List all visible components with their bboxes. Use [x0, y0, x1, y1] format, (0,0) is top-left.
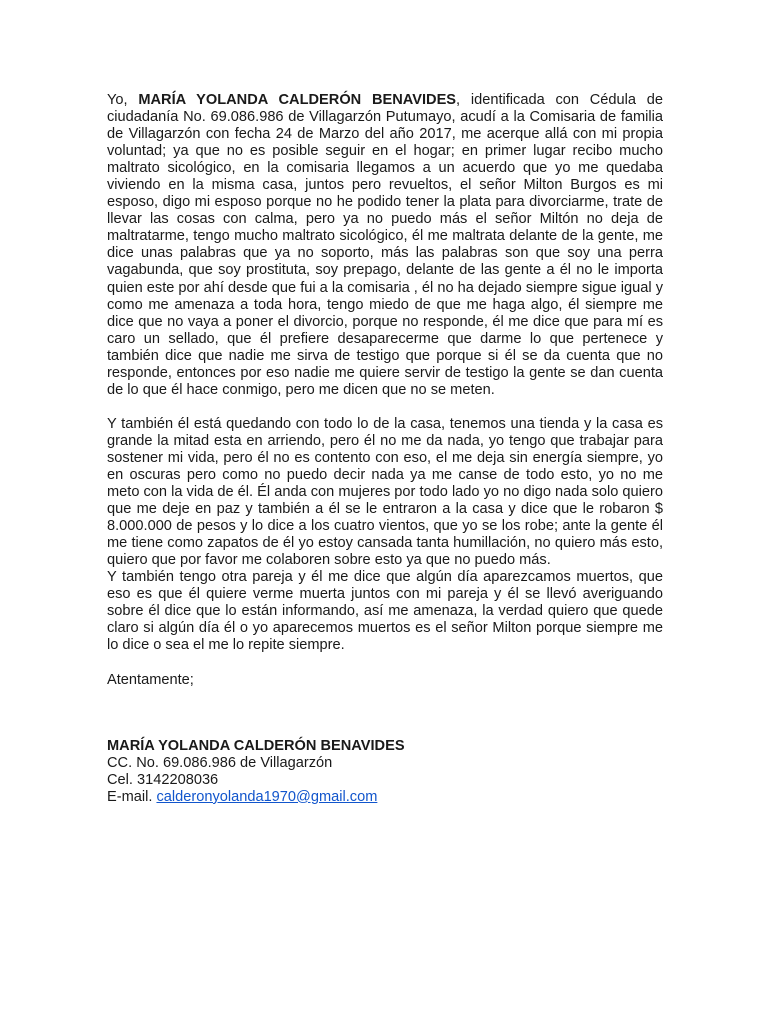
- paragraph-3: Y también tengo otra pareja y él me dice que algún día aparezcamos muertos, que eso es que él quiere verme muerta juntos con mi pareja y él se llevó averiguando sobre él dice que lo están informando, así me amenaza, la verdad quiero que quede claro si algún día él o yo aparecemos muertos es el señor Milton porque siempre me lo dice o sea el me lo repite siempre.: [107, 569, 663, 654]
- signature-id: CC. No. 69.086.986 de Villagarzón: [107, 754, 333, 771]
- letter-page: [107, 92, 663, 806]
- signature-gap: [107, 689, 663, 738]
- signature-name: MARÍA YOLANDA CALDERÓN BENAVIDES: [107, 737, 405, 754]
- signature-phone: Cel. 3142208036: [107, 771, 219, 788]
- signature-block: [107, 738, 663, 806]
- paragraph-1: [107, 92, 663, 399]
- email-link[interactable]: calderonyolanda1970@gmail.com: [156, 788, 378, 805]
- paragraph-2: Y también él está quedando con todo lo de la casa, tenemos una tienda y la casa es grande la mitad esta en arriendo, pero él no me da nada, yo tengo que trabajar para sostener mi vida, pero él no es contento con eso, el me deja sin energía siempre, yo en oscuras pero como no puedo decir nada ya me canse de todo esto, yo no me meto con la vida de él. Él anda con mujeres por todo lado yo no digo nada solo quiero que me deje en paz y también a él se le entraron a la casa y dice que le robaron $ 8.000.000 de pesos y lo dice a los cuatro vientos, que yo se los robe; ante la gente él me tiene como zapatos de él yo estoy cansada tanta humillación, no quiero más esto, quiero que por favor me colaboren sobre esto ya que no puedo más.: [107, 415, 663, 569]
- intro-text: Yo,: [107, 92, 139, 108]
- paragraph-gap: [107, 655, 663, 672]
- paragraph-1-body: , identificada con Cédula de ciudadanía No. 69.086.986 de Villagarzón Putumayo, acudí a la Comisaria de familia de Villagarzón con fecha 24 de Marzo del año 2017, me acerque allá con mi propia voluntad; ya que no es posible seguir en el hogar; en primer lugar recibo mucho maltrato sicológico, en la comisaria llegamos a un acuerdo que yo me quedaba viviendo en la misma casa, juntos pero revueltos, el señor Milton Burgos es mi esposo, digo mi esposo porque no he podido tener la plata para divorciarme, trate de llevar las cosas con calma, pero ya no puedo más el señor Miltón no deja de maltratarme, tengo mucho maltrato sicológico, él me maltrata delante de la gente, me dice unas palabras que ya no soporto, más las palabras son que soy una perra vagabunda, que soy prostituta, soy prepago, delante de las gente a él no le importa quien este por ahí desde que fui a la comisaria , él no ha dejado siempre sigue igual y como me amenaza a toda hora, tengo miedo de que me haga algo, él siempre me dice que no vaya a poner el divorcio, porque no responde, él me dice que para mí es caro un sellado, que él prefiere desaparecerme que darme lo que pertenece y también dice que nadie me sirva de testigo que porque si él se da cuenta que no responde, entonces por eso nadie me quiere servir de testigo la gente se dan cuenta de lo que él hace conmigo, pero me dicen que no se meten.: [107, 92, 664, 398]
- author-name: MARÍA YOLANDA CALDERÓN BENAVIDES: [138, 92, 457, 108]
- paragraph-gap: [107, 399, 663, 416]
- signature-email-line: [107, 789, 663, 806]
- closing-text: Atentamente;: [107, 671, 194, 688]
- email-label: E-mail.: [107, 788, 157, 805]
